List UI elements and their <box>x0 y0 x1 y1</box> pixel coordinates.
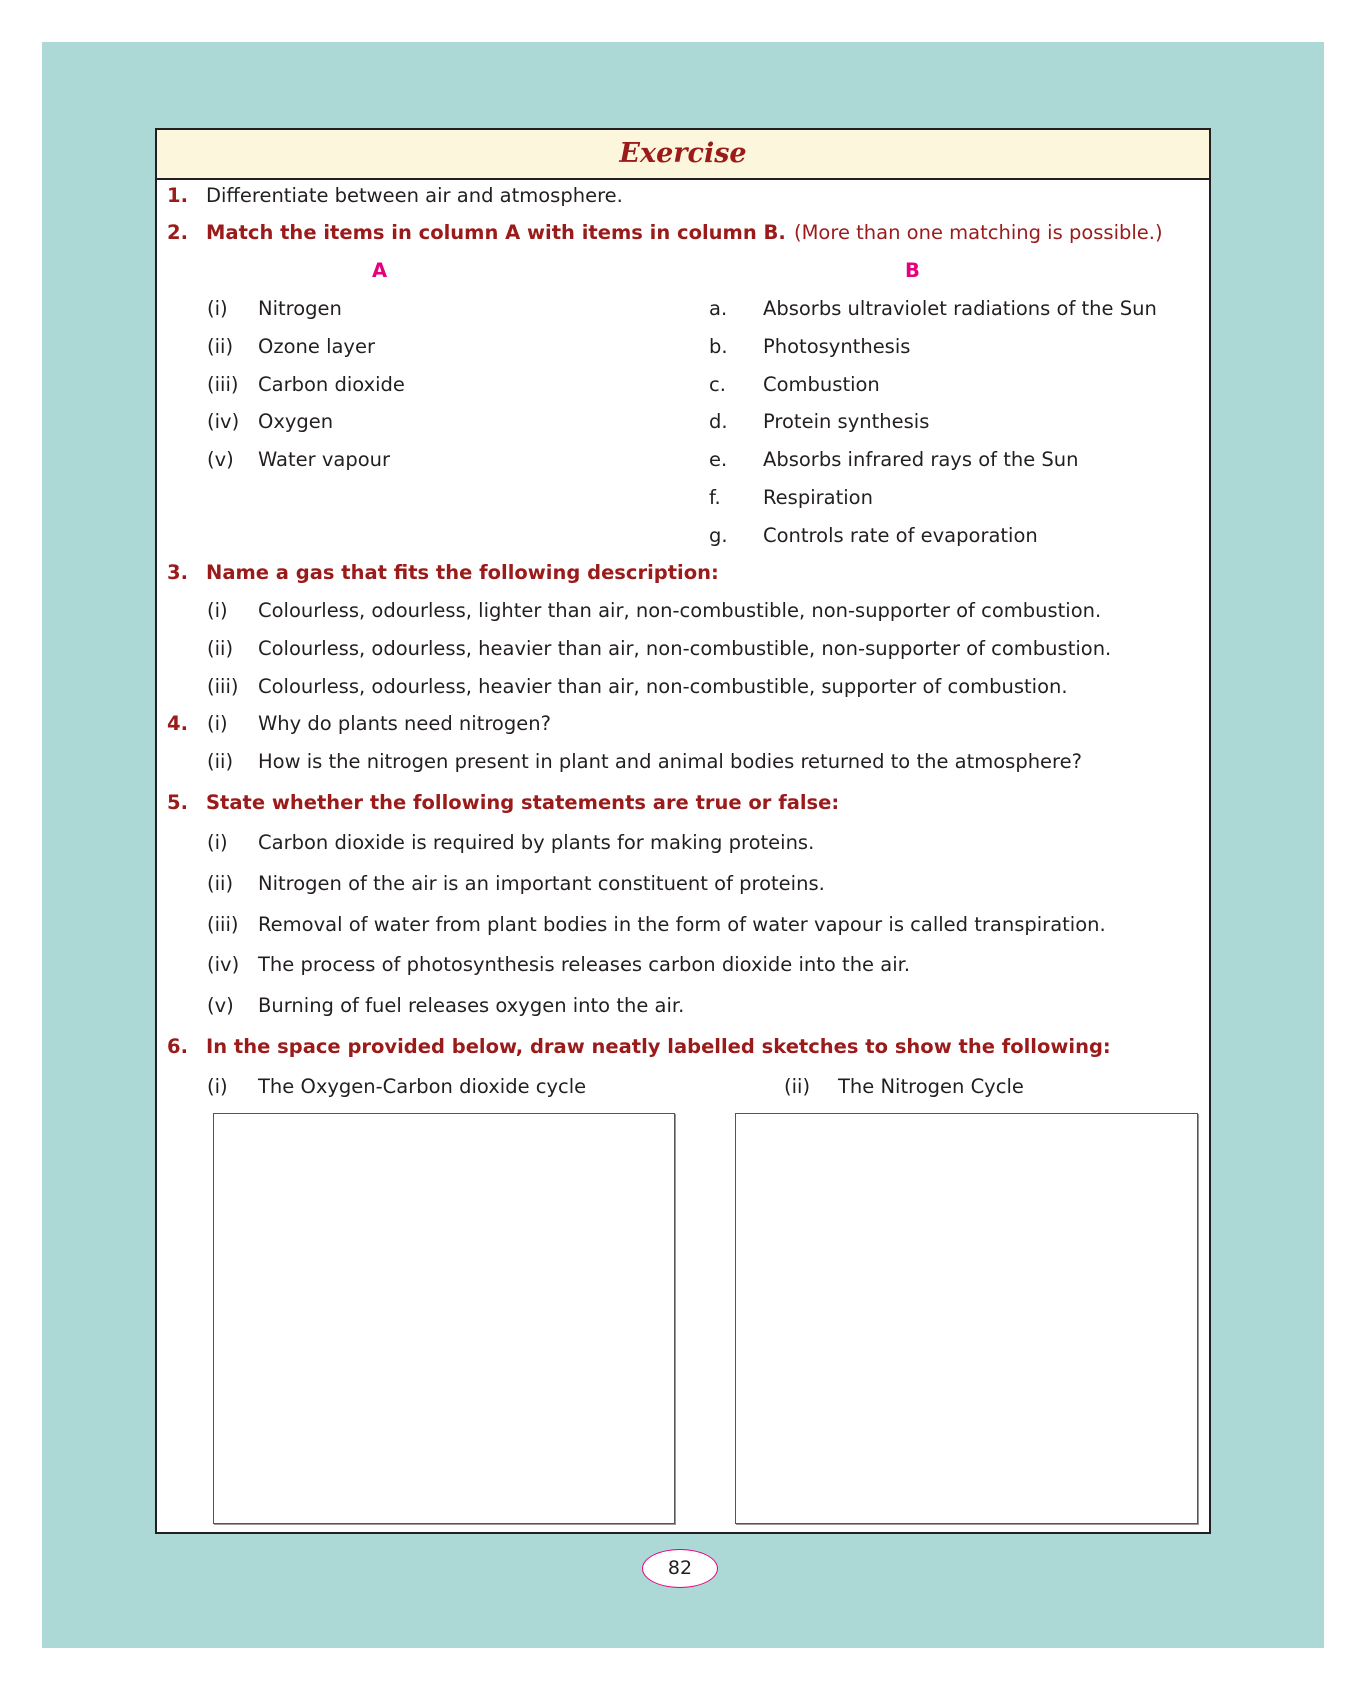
item-label: a. <box>709 297 728 320</box>
question-item: How is the nitrogen present in plant and animal bodies returned to the atmosphere? <box>258 749 1082 773</box>
question-number: 3. <box>167 561 188 584</box>
item-label: (ii) <box>207 334 234 358</box>
match-item-b: Combustion <box>763 372 880 396</box>
question-text: Differentiate between air and atmosphere. <box>206 184 623 207</box>
question-text: In the space provided below, draw neatly labelled sketches to show the following: <box>206 1035 1111 1058</box>
item-label: (i) <box>207 1075 228 1098</box>
match-item-b: Absorbs infrared rays of the Sun <box>763 448 1079 472</box>
match-item-b: Respiration <box>763 486 873 509</box>
sketch-label: The Nitrogen Cycle <box>838 1075 1024 1098</box>
question-number: 1. <box>167 184 188 207</box>
question-item: Carbon dioxide is required by plants for making proteins. <box>258 831 815 854</box>
question-number: 2. <box>167 221 188 244</box>
sketch-box-nitrogen-cycle[interactable] <box>735 1113 1198 1524</box>
question-item: Burning of fuel releases oxygen into the air. <box>258 994 685 1018</box>
match-item-a: Carbon dioxide <box>258 372 405 396</box>
match-item-b: Photosynthesis <box>763 334 911 358</box>
question-number: 5. <box>167 791 188 814</box>
item-label: (i) <box>207 831 228 854</box>
exercise-header <box>157 130 1209 180</box>
item-label: (v) <box>207 994 234 1018</box>
question-note: (More than one matching is possible.) <box>794 221 1163 244</box>
column-b-heading: B <box>905 259 920 282</box>
question-item: Colourless, odourless, lighter than air, non-combustible, non-supporter of combustion. <box>258 599 1102 622</box>
sketch-box-oxygen-cycle[interactable] <box>213 1113 675 1524</box>
match-item-a: Nitrogen <box>258 297 342 320</box>
question-text: Match the items in column A with items in column B. <box>206 221 786 244</box>
question-text: State whether the following statements are true or false: <box>206 791 840 814</box>
question-item: Nitrogen of the air is an important constituent of proteins. <box>258 871 825 895</box>
match-item-b: Absorbs ultraviolet radiations of the Sun <box>763 297 1157 320</box>
match-item-a: Water vapour <box>258 448 391 472</box>
question-item: Colourless, odourless, heavier than air, non-combustible, non-supporter of combustion. <box>258 636 1112 660</box>
item-label: d. <box>709 410 728 434</box>
item-label: (iii) <box>207 912 239 936</box>
item-label: (ii) <box>207 636 234 660</box>
match-item-b: Controls rate of evaporation <box>763 523 1038 547</box>
item-label: (ii) <box>207 871 234 895</box>
page-number: 82 <box>642 1549 718 1588</box>
column-a-heading: A <box>372 259 388 282</box>
question-text: Name a gas that fits the following description: <box>206 561 719 584</box>
item-label: e. <box>709 448 728 472</box>
item-label: f. <box>709 486 721 509</box>
item-label: (iv) <box>207 953 240 977</box>
question-number: 6. <box>167 1035 188 1058</box>
match-item-a: Ozone layer <box>258 334 375 358</box>
item-label: (iii) <box>207 674 239 698</box>
question-item: Why do plants need nitrogen? <box>258 712 551 735</box>
item-label: c. <box>709 372 726 396</box>
question-item: Colourless, odourless, heavier than air, non-combustible, supporter of combustion. <box>258 674 1068 698</box>
item-label: (iii) <box>207 372 239 396</box>
item-label: (i) <box>207 599 228 622</box>
sketch-label: The Oxygen-Carbon dioxide cycle <box>258 1075 587 1098</box>
item-label: (ii) <box>784 1075 811 1098</box>
item-label: g. <box>709 523 728 547</box>
match-item-a: Oxygen <box>258 410 334 434</box>
match-item-b: Protein synthesis <box>763 410 930 434</box>
item-label: (i) <box>207 297 228 320</box>
question-item: Removal of water from plant bodies in the form of water vapour is called transpiration. <box>258 912 1106 936</box>
item-label: b. <box>709 334 728 358</box>
item-label: (i) <box>207 712 228 735</box>
item-label: (iv) <box>207 410 240 434</box>
item-label: (v) <box>207 448 234 472</box>
question-item: The process of photosynthesis releases carbon dioxide into the air. <box>258 953 911 977</box>
question-number: 4. <box>167 712 188 735</box>
exercise-title: Exercise <box>619 138 747 169</box>
item-label: (ii) <box>207 749 234 773</box>
